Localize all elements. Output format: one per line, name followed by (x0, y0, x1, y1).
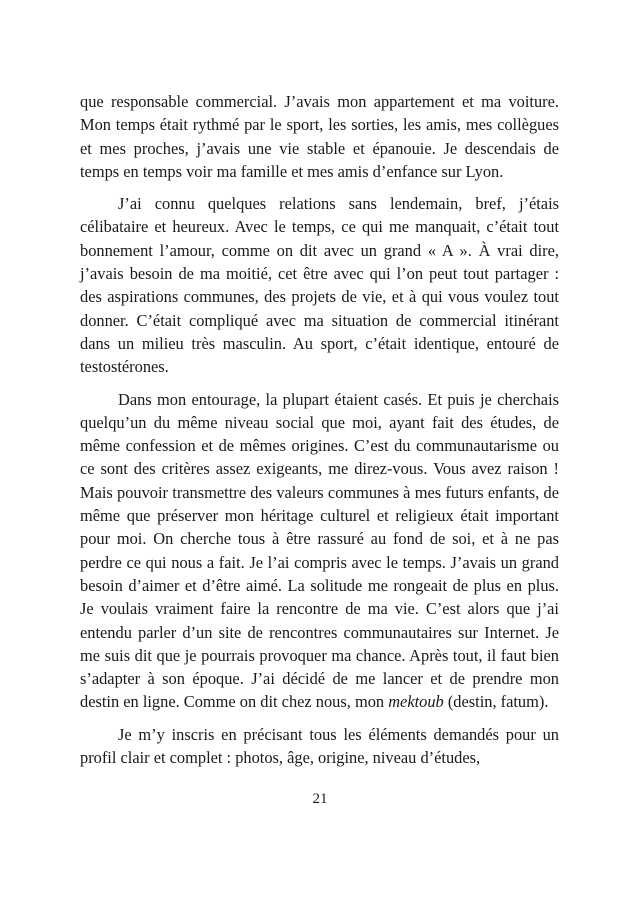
paragraph-2: J’ai connu quelques relations sans lendemain, bref, j’étais célibataire et heureux. Avec le temps, ce qui me manquait, c’était tout bonnement l’amour, comme on dit avec un grand « A ». À vrai dire, j’avais besoin de ma moitié, cet être avec qui l’on peut tout partager : des aspirations communes, des projets de vie, et à qui vous voulez tout donner. C’était compliqué avec ma situation de commercial itinérant dans un milieu très masculin. Au sport, c’était identique, entouré de testostérones. (80, 194, 559, 377)
paragraph-3-text: Dans mon entourage, la plupart étaient casés. Et puis je cherchais quelqu’un du même niveau social que moi, ayant fait des études, de même confession et de mêmes origines. C’est du communautarisme ou ce sont des critères assez exigeants, me direz-vous. Vous avez raison ! Mais pouvoir transmettre des valeurs communes à mes futurs enfants, de même que préserver mon héritage culturel et religieux était important pour moi. On cherche tous à être rassuré au fond de soi, et à ne pas perdre ce qui nous a fait. Je l’ai compris avec le temps. J’avais un grand besoin d’aimer et d’être aimé. La solitude me rongeait de plus en plus. Je voulais vraiment faire la rencontre de ma vie. C’est alors que j’ai entendu parler d’un site de rencontres communautaires sur Internet. Je me suis dit que je pourrais provoquer ma chance. Après tout, il faut bien s’adapter à son époque. J’ai décidé de me lancer et de prendre mon destin en ligne. Comme on dit chez nous, mon (80, 389, 559, 712)
paragraph-4: Je m’y inscris en précisant tous les éléments demandés pour un profil clair et complet : photos, âge, origine, niveau d’études, (80, 724, 559, 768)
paragraph-3-italic-word: mektoub (388, 692, 444, 712)
page-body (80, 90, 559, 778)
paragraph-3-text-end: (destin, fatum). (443, 692, 549, 712)
paragraph-1: que responsable commercial. J’avais mon appartement et ma voiture. Mon temps était rythmé par le sport, les sorties, les amis, mes collègues et mes proches, j’avais une vie stable et épanouie. Je descendais de temps en temps voir ma famille et mes amis d’enfance sur Lyon. (80, 92, 559, 181)
page-number: 21 (312, 791, 328, 807)
paragraph-3 (80, 388, 559, 714)
